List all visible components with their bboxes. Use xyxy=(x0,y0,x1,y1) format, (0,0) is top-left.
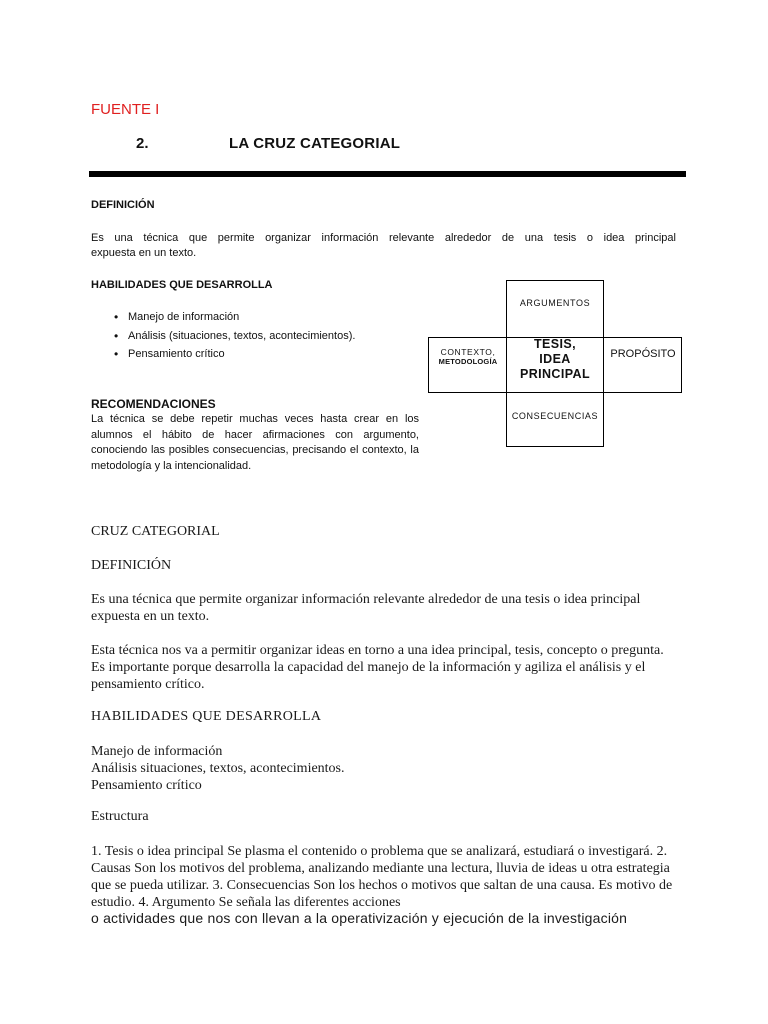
text-section-paragraph-2: Esta técnica nos va a permitir organizar ideas en torno a una idea principal, tesis, concepto o pregunta. Es importante porque desarrolla la capacidad del manejo de la información y agiliza el análisis y el pensamiento crítico. xyxy=(91,643,664,692)
text-section-skills xyxy=(91,743,345,794)
recommendations-heading: RECOMENDACIONES xyxy=(91,397,216,411)
cross-top-box xyxy=(506,280,604,338)
list-item: Manejo de información xyxy=(91,744,223,759)
definition-line-2: expuesta en un texto. xyxy=(91,247,197,259)
cross-label-purpose: PROPÓSITO xyxy=(610,348,676,360)
structure-paragraph: 1. Tesis o idea principal Se plasma el contenido o problema que se analizará, estudiará o investigará. 2. Causas Son los motivos del problema, analizando mediante una lectura, lluvia de ideas u otra estrategia que se pueda utilizar. 3. Consecuencias Son los hechos o motivos que saltan de una causa. Es motivo de estudio. 4. Argumento Se señala las diferentes acciones xyxy=(91,844,673,910)
list-item: • Pensamiento crítico xyxy=(112,347,355,366)
list-item: • Manejo de información xyxy=(112,310,355,329)
skills-heading: HABILIDADES QUE DESARROLLA xyxy=(91,279,273,291)
heading-rule xyxy=(89,171,686,177)
text-section-paragraph-1: Es una técnica que permite organizar información relevante alrededor de una tesis o idea principal expuesta en un texto. xyxy=(91,592,641,624)
cross-label-context xyxy=(430,347,506,367)
structure-last-line: o actividades que nos con llevan a la operativización y ejecución de la investigación xyxy=(91,910,628,926)
cross-label-thesis-line1: TESIS, xyxy=(534,337,576,351)
cross-label-arguments: ARGUMENTOS xyxy=(519,298,591,308)
text-section-definition-heading: DEFINICIÓN xyxy=(91,558,172,573)
skills-list xyxy=(112,310,355,366)
cross-label-context-line2: METODOLOGÍA xyxy=(438,357,498,366)
cross-label-context-line1: CONTEXTO, xyxy=(440,347,496,357)
list-item: • Análisis (situaciones, textos, acontecimientos). xyxy=(112,329,355,348)
cross-label-thesis-line3: PRINCIPAL xyxy=(519,367,591,381)
structure-heading: Estructura xyxy=(91,809,149,824)
list-item: Análisis situaciones, textos, acontecimientos. xyxy=(91,761,345,776)
text-section-skills-heading: HABILIDADES QUE DESARROLLA xyxy=(91,709,322,724)
recommendations-text: La técnica se debe repetir muchas veces hasta crear en los alumnos el hábito de hacer afirmaciones con argumento, conociendo las posibles consecuencias, precisando el contexto, la metodología y la intencionalidad. xyxy=(91,413,419,472)
cross-label-thesis xyxy=(506,337,604,382)
cross-middle-box xyxy=(428,337,682,393)
section-title: LA CRUZ CATEGORIAL xyxy=(229,135,401,152)
definition-paragraph xyxy=(91,231,676,261)
cross-label-thesis-line2: IDEA xyxy=(539,352,571,366)
cross-center-cell xyxy=(506,337,604,393)
text-section-title: CRUZ CATEGORIAL xyxy=(91,524,220,539)
cross-label-consequences: CONSECUENCIAS xyxy=(511,411,599,421)
definition-line-1: Es una técnica que permite organizar información relevante alrededor de una tesis o idea principal xyxy=(91,232,676,244)
section-number: 2. xyxy=(136,135,149,152)
cross-bottom-box xyxy=(506,392,604,447)
source-label: FUENTE I xyxy=(91,101,160,118)
list-item: Pensamiento crítico xyxy=(91,778,202,793)
definition-heading: DEFINICIÓN xyxy=(91,199,155,211)
